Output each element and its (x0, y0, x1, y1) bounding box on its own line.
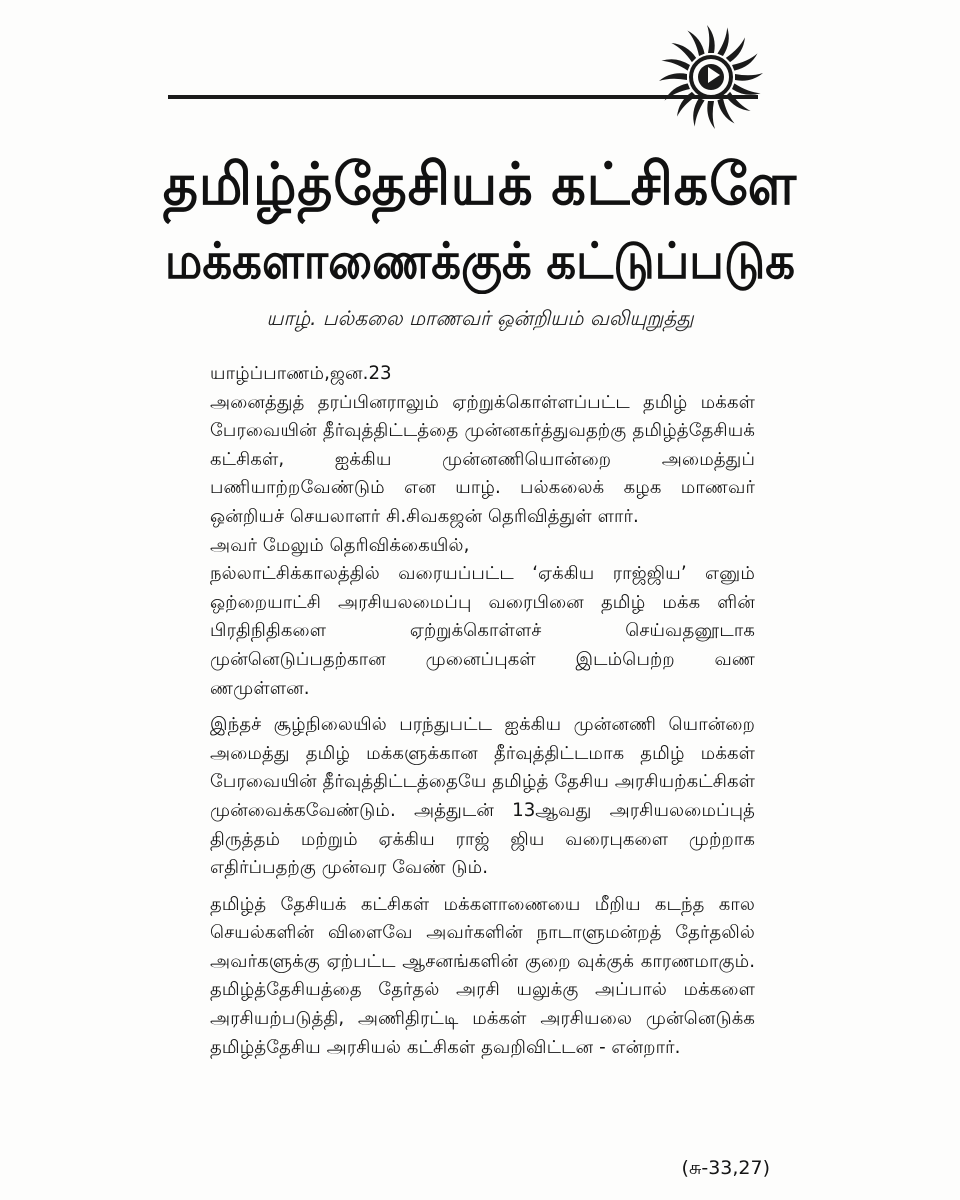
paragraph-4: இந்தச் சூழ்நிலையில் பரந்துபட்ட ஐக்கிய முன்னணி யொன்றை அமைத்து தமிழ் மக்களுக்கான தீர்வுத்திட்டமாக தமிழ் மக்கள் பேரவையின் தீர்வுத்திட்டத்தையே தமிழ்த் தேசிய அரசியற்கட்சிகள் முன்வைக்கவேண்டும். அத்துடன் 13ஆவது அரசியலமைப்புத் திருத்தம் மற்றும் ஏக்கிய ராஜ் ஜிய வரைபுகளை முற்றாக எதிர்ப்பதற்கு முன்வர வேண் டும். (210, 714, 755, 879)
headline-line-1: தமிழ்த்தேசியக் கட்சிகளே (162, 150, 798, 218)
paragraph-2: அவர் மேலும் தெரிவிக்கையில், (210, 534, 470, 556)
dateline: யாழ்ப்பாணம்,ஜன.23 (210, 363, 392, 384)
paragraph-5: தமிழ்த் தேசியக் கட்சிகள் மக்களாணையை மீறிய கடந்த கால செயல்களின் விளைவே அவர்களின் நாடாளுமன்றத் தேர்தலில் அவர்களுக்கு ஏற்பட்ட ஆசனங்களின் குறை வுக்குக் காரணமாகும். தமிழ்த்தேசியத்தை தேர்தல் அரசி யலுக்கு அப்பால் மக்களை அரசியற்படுத்தி, அணிதிரட்டி மக்கள் அரசியலை முன்னெடுக்க தமிழ்த்தேசிய அரசியல் கட்சிகள் தவறிவிட்டன - என்றார். (210, 893, 755, 1058)
subheadline: யாழ். பல்கலை மாணவர் ஒன்றியம் வலியுறுத்து (266, 306, 694, 330)
masthead-rule (168, 95, 758, 99)
article-body (210, 360, 755, 1062)
page-reference: (சு-33,27) (681, 1157, 770, 1179)
headline-line-2: மக்களாணைக்குக் கட்டுப்படுக (164, 232, 796, 290)
paragraph-3: நல்லாட்சிக்காலத்தில் வரையப்பட்ட ‘ஏக்கிய ராஜ்ஜிய’ எனும் ஒற்றையாட்சி அரசியலமைப்பு வரைபினை தமிழ் மக்க ளின் பிரதிநிதிகளை ஏற்றுக்கொள்ளச் செய்வதனூடாக முன்னெடுப்பதற்கான முனைப்புகள் இடம்பெற்ற வண ணமுள்ளன. (210, 563, 755, 699)
sun-logo-icon (656, 22, 766, 132)
paragraph-1: அனைத்துத் தரப்பினராலும் ஏற்றுக்கொள்ளப்பட்ட தமிழ் மக்கள் பேரவையின் தீர்வுத்திட்டத்தை முன்னகர்த்துவதற்கு தமிழ்த்தேசியக் கட்சிகள், ஐக்கிய முன்னணியொன்றை அமைத்துப் பணியாற்றவேண்டும் என யாழ். பல்கலைக் கழக மாணவர் ஒன்றியச் செயலாளர் சி.சிவகஜன் தெரிவித்துள் ளார். (210, 391, 755, 527)
